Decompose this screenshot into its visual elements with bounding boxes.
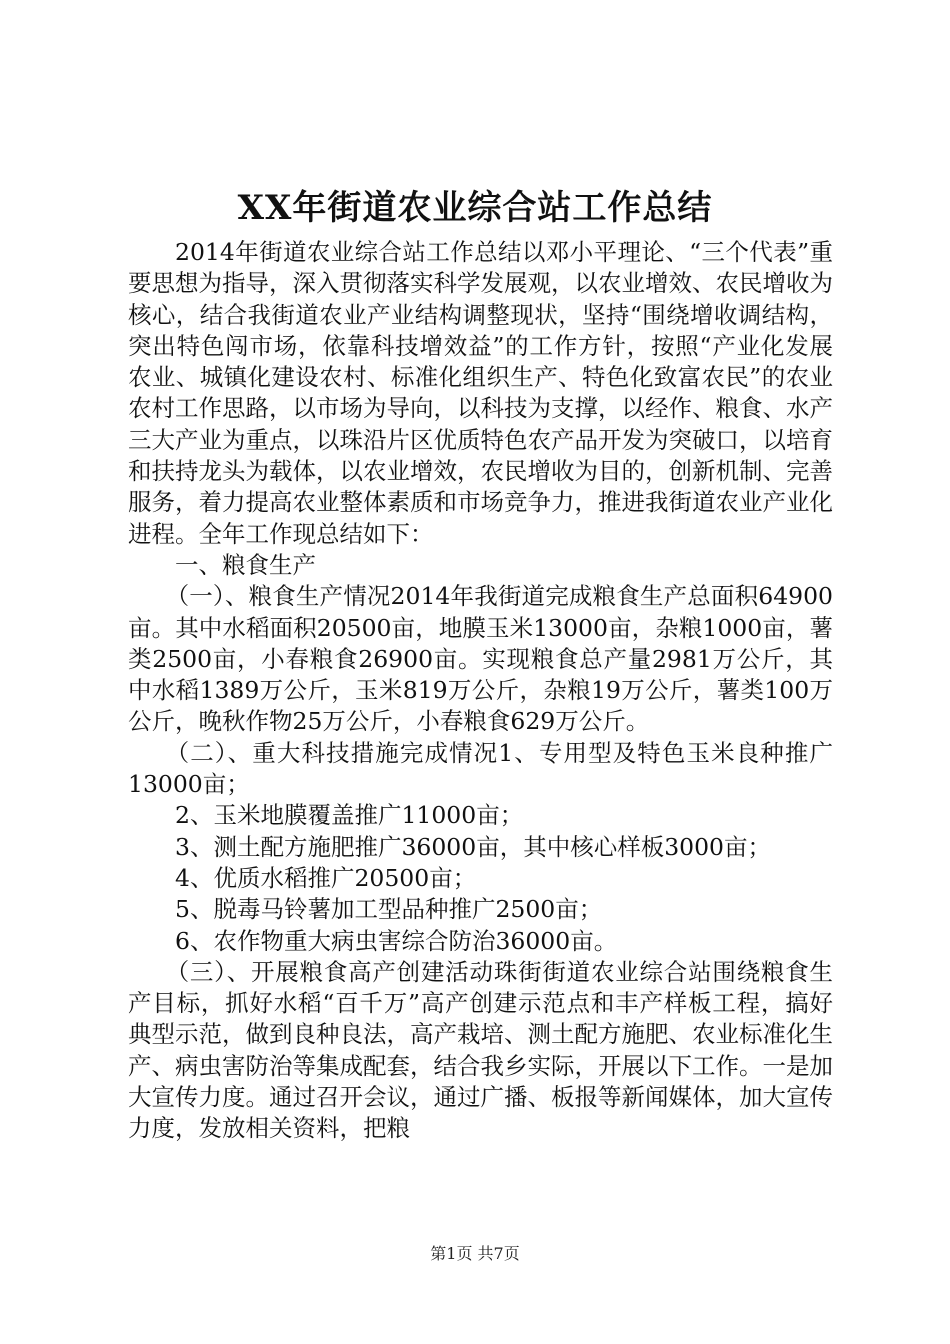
list-item-quality-rice: 4、优质水稻推广20500亩； (175, 863, 477, 892)
list-item-potato: 5、脱毒马铃薯加工型品种推广2500亩； (175, 895, 603, 924)
paragraph-intro: 2014年街道农业综合站工作总结以邓小平理论、“三个代表”重要思想为指导，深入贯彻落实科学发展观，以农业增效、农民增收为核心，结合我街道农业产业结构调整现状，坚持“围绕增收调结构，突出特色闯市场，依靠科技增效益”的工作方针，按照“产业化发展农业、城镇化建设农村、标准化组织生产、特色化致富农民”的农业农村工作思路，以市场为导向，以科技为支撑，以经作、粮食、水产三大产业为重点，以珠沿片区优质特色农产品开发为突破口，以培育和扶持龙头为载体，以农业增效，农民增收为目的，创新机制、完善服务，着力提高农业整体素质和市场竞争力，推进我街道农业产业化进程。全年工作现总结如下： (128, 238, 833, 548)
section-heading-grain: 一、粮食生产 (175, 550, 316, 579)
page-footer: 第1页 共7页 (430, 1244, 520, 1263)
paragraph-tech-measures: （二）、重大科技措施完成情况1、专用型及特色玉米良种推广13000亩； (128, 738, 833, 799)
paragraph-grain-production: （一）、粮食生产情况2014年我街道完成粮食生产总面积64900亩。其中水稻面积20500亩，地膜玉米13000亩，杂粮1000亩，薯类2500亩，小春粮食26900亩。实现粮食总产量2981万公斤，其中水稻1389万公斤，玉米819万公斤，杂粮19万公斤，薯类100万公斤，晚秋作物25万公斤，小春粮食629万公斤。 (128, 582, 833, 736)
list-item-corn-film: 2、玉米地膜覆盖推广11000亩； (175, 801, 524, 830)
paragraph-high-yield: （三）、开展粮食高产创建活动珠街街道农业综合站围绕粮食生产目标，抓好水稻“百千万”高产创建示范点和丰产样板工程，搞好典型示范，做到良种良法，高产栽培、测土配方施肥、农业标准化生产、病虫害防治等集成配套，结合我乡实际，开展以下工作。一是加大宣传力度。通过召开会议，通过广播、板报等新闻媒体，加大宣传力度，发放相关资料，把粮 (128, 957, 833, 1143)
list-item-pest-control: 6、农作物重大病虫害综合防治36000亩。 (175, 926, 618, 955)
document-title: XX年街道农业综合站工作总结 (237, 188, 713, 228)
list-item-soil-testing: 3、测土配方施肥推广36000亩，其中核心样板3000亩； (175, 832, 772, 861)
document-body (128, 237, 833, 1145)
